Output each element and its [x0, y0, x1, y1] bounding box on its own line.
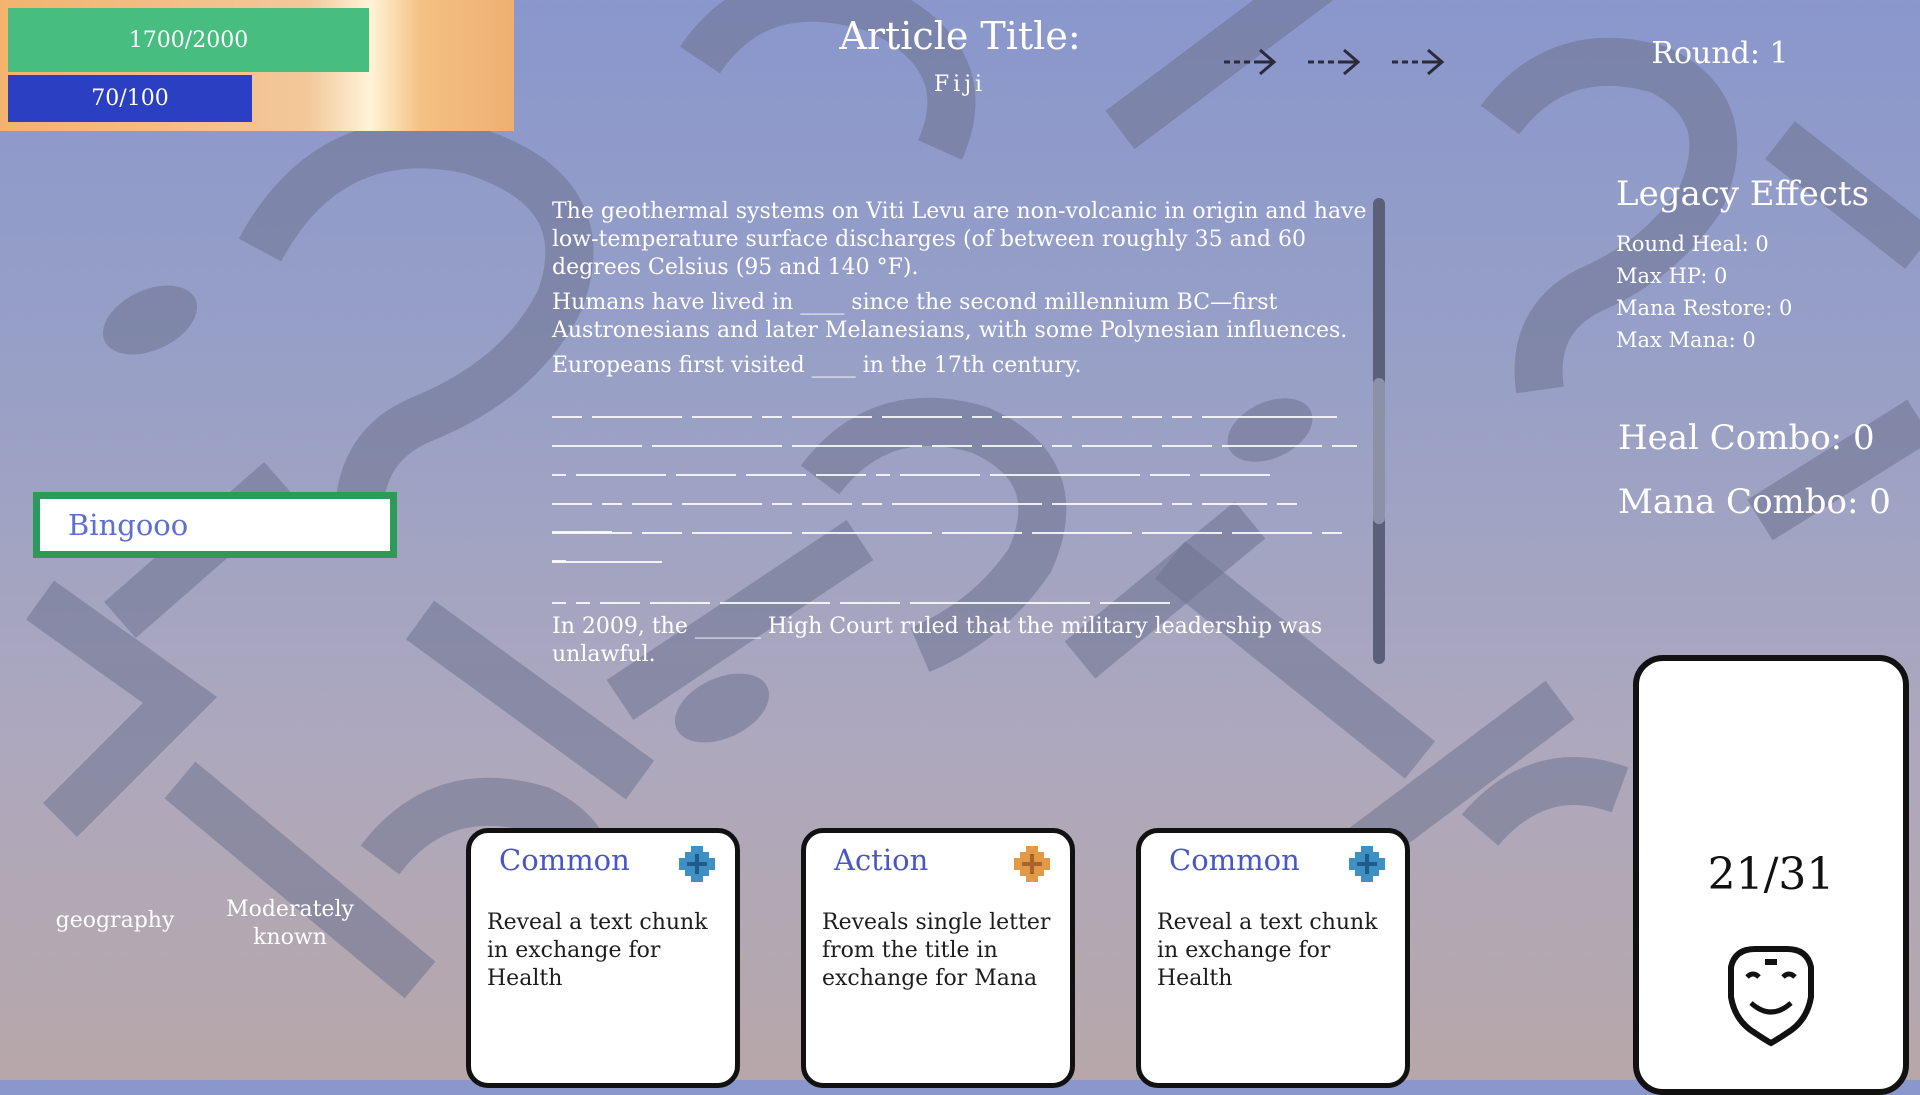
- blue-gem-icon: [677, 844, 717, 884]
- legacy-effects-panel: [1616, 174, 1896, 356]
- hidden-text-chunks: [552, 390, 1370, 605]
- hidden-text-line: [552, 419, 1370, 448]
- blue-gem-icon: [1347, 844, 1387, 884]
- category-label: geography: [55, 908, 175, 933]
- legacy-round-heal: Round Heal: 0: [1616, 232, 1769, 256]
- card-common-health[interactable]: [466, 828, 740, 1088]
- guess-input-box[interactable]: [33, 492, 397, 558]
- hidden-text-line: [552, 448, 1370, 477]
- hidden-text-line: [552, 506, 1370, 535]
- dashed-arrow-icon: [1222, 44, 1278, 80]
- hidden-text-line: [552, 477, 1370, 506]
- deck-count: 21/31: [1707, 849, 1835, 900]
- card-description: Reveal a text chunk in exchange for Health: [1157, 910, 1378, 991]
- hidden-text-line: [552, 576, 1370, 605]
- health-bar-label: 1700/2000: [128, 27, 249, 53]
- hidden-text-line: [552, 390, 1370, 419]
- card-type-label: Common: [1169, 843, 1300, 877]
- resource-panel: [0, 0, 514, 131]
- dashed-arrow-icon: [1390, 44, 1446, 80]
- deck-pile[interactable]: [1633, 655, 1909, 1095]
- mana-bar: [8, 75, 252, 122]
- card-type-label: Common: [499, 843, 630, 877]
- article-paragraph: Humans have lived in ____ since the second millennium BC—first Austronesians and later Melanesians, with some Polynesian influences.: [552, 290, 1348, 343]
- orange-gem-icon: [1012, 844, 1052, 884]
- article-paragraph: In 2009, the ______ High Court ruled that the military leadership was unlawful.: [552, 614, 1323, 667]
- mana-combo: Mana Combo: 0: [1618, 482, 1891, 522]
- round-counter: Round: 1: [1651, 36, 1789, 71]
- card-action-mana[interactable]: [801, 828, 1075, 1088]
- legacy-effects-title: Legacy Effects: [1616, 174, 1870, 214]
- article-scrollbar[interactable]: [1373, 198, 1385, 664]
- difficulty-label: Moderately known: [226, 897, 354, 950]
- smiley-face-icon: [1715, 937, 1827, 1049]
- heal-combo: Heal Combo: 0: [1618, 418, 1875, 458]
- article-paragraph: The geothermal systems on Viti Levu are non-volcanic in origin and have low-temperature surface discharges (of between roughly 35 and 60 degrees Celsius (95 and 140 °F).: [552, 199, 1367, 280]
- card-type-label: Action: [834, 843, 929, 877]
- article-title-label: Article Title:: [839, 14, 1081, 58]
- article-scrollbar-thumb[interactable]: [1373, 378, 1385, 524]
- health-bar: [8, 8, 369, 72]
- mana-bar-label: 70/100: [91, 86, 169, 111]
- legacy-mana-restore: Mana Restore: 0: [1616, 296, 1793, 320]
- article-paragraph: Europeans first visited ____ in the 17th century.: [552, 353, 1082, 378]
- card-common-health[interactable]: [1136, 828, 1410, 1088]
- card-description: Reveals single letter from the title in exchange for Mana: [822, 910, 1051, 991]
- guess-input[interactable]: [40, 499, 390, 551]
- hidden-text-line: [552, 535, 1370, 564]
- article-text: [552, 198, 1370, 667]
- legacy-max-hp: Max HP: 0: [1616, 264, 1728, 288]
- article-title-value: Fiji: [933, 72, 987, 97]
- arrow-indicators: [1222, 44, 1446, 80]
- dashed-arrow-icon: [1306, 44, 1362, 80]
- card-description: Reveal a text chunk in exchange for Health: [487, 910, 708, 991]
- legacy-max-mana: Max Mana: 0: [1616, 328, 1756, 352]
